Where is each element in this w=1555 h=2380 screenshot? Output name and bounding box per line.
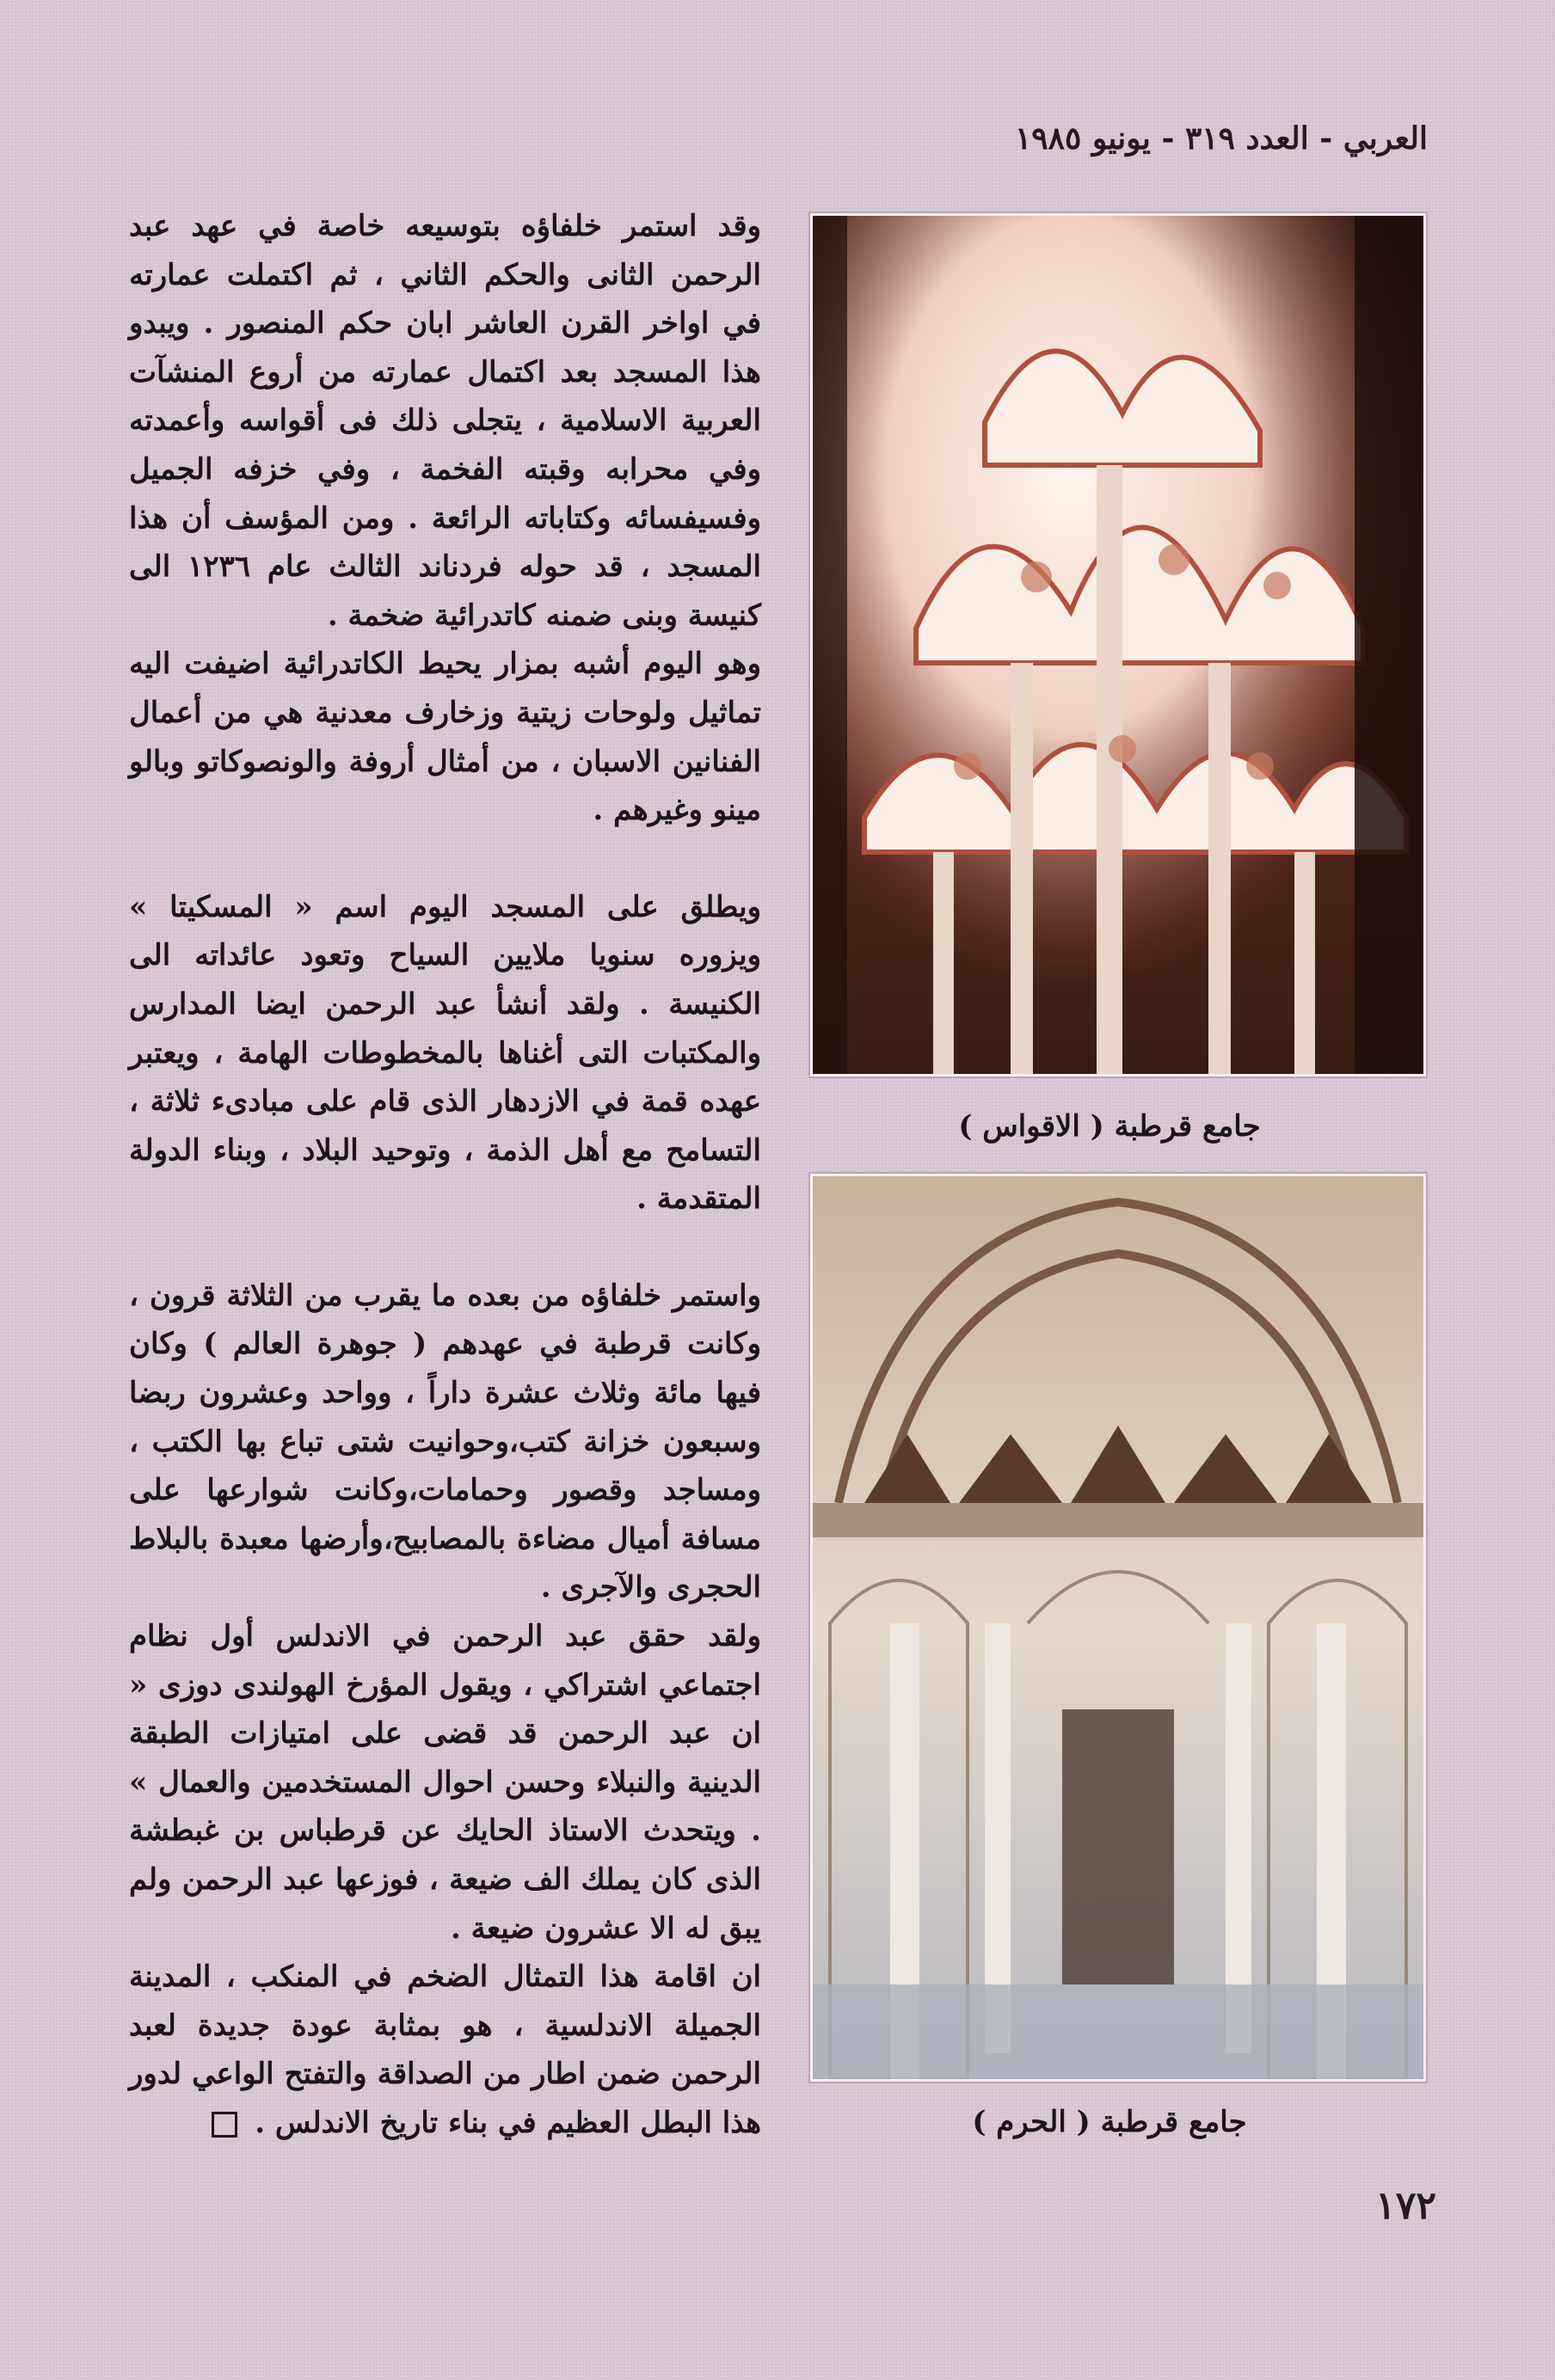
photo-caption: جامع قرطبة ( الاقواس ): [958, 1109, 1261, 1144]
photo-prayer-hall: [810, 1174, 1426, 2082]
end-square-icon: [212, 2112, 237, 2138]
article-paragraph: ولقد حقق عبد الرحمن في الاندلس أول نظام اجتماعي اشتراكي ، ويقول المؤرخ الهولندى دوزى « ان عبد الرحمن قد قضى على امتيازات الطبقة الدينية والنبلاء وحسن احوال المستخدمين والعمال » . ويتحدث الاستاذ الحايك عن قرطباس بن غبطشة الذى كان يملك الف ضيعة ، فوزعها عبد الرحمن ولم يبق له الا عشرون ضيعة .: [129, 1619, 761, 1946]
article-paragraph: ويطلق على المسجد اليوم اسم « المسكيتا » ويزوره سنويا ملايين السياح وتعود عائداته الى الكنيسة . ولقد أنشأ عبد الرحمن ايضا المدارس والمكتبات التى أغناها بالمخطوطات الهامة ، ويعتبر عهده قمة في الازدهار الذى قام على مبادىء ثلاثة ، التسامح مع أهل الذمة ، وتوحيد البلاد ، وبناء الدولة المتقدمة .: [129, 889, 761, 1217]
article-text-column: [129, 202, 761, 2148]
article-paragraph: وهو اليوم أشبه بمزار يحيط الكاتدرائية اضيفت اليه تماثيل ولوحات زيتية وزخارف معدنية هي من أعمال الفنانين الاسبان ، من أمثال أروفة والونصوكاتو وبالو مينو وغيرهم .: [129, 647, 761, 828]
photo-caption: جامع قرطبة ( الحرم ): [972, 2105, 1247, 2139]
article-paragraph-last: [129, 1953, 761, 2147]
article-paragraph: وقد استمر خلفاؤه بتوسيعه خاصة في عهد عبد الرحمن الثانى والحكم الثاني ، ثم اكتملت عمارته في اواخر القرن العاشر ابان حكم المنصور . ويبدو هذا المسجد بعد اكتمال عمارته من أروع المنشآت العربية الاسلامية ، يتجلى ذلك فى أقواسه وأعمدته وفي محرابه وقبته الفخمة ، وفي خزفه الجميل وفسيفسائه وكتاباته الرائعة . ومن المؤسف أن هذا المسجد ، قد حوله فردناند الثالث عام ١٢٣٦ الى كنيسة وبنى ضمنه كاتدرائية ضخمة .: [129, 209, 761, 633]
page-number: ١٧٢: [1375, 2184, 1436, 2228]
prayer-hall-photo-illustration: [813, 1176, 1423, 2079]
article-paragraph: واستمر خلفاؤه من بعده ما يقرب من الثلاثة قرون ، وكانت قرطبة في عهدهم ( جوهرة العالم ) وكان فيها مائة وثلاث عشرة داراً ، وواحد وعشرون ربضا وسبعون خزانة كتب،وحوانيت شتى تباع بها الكتب ، ومساجد وقصور وحمامات،وكانت شوارعها على مسافة أميال مضاءة بالمصابيح،وأرضها معبدة بالبلاط الحجرى والآجرى .: [129, 1278, 761, 1605]
arches-photo-illustration: [813, 216, 1423, 1074]
running-header: العربي - العدد ٣١٩ - يونيو ١٩٨٥: [1014, 120, 1428, 156]
photo-mosque-arches: [810, 213, 1426, 1077]
last-paragraph-text: ان اقامة هذا التمثال الضخم في المنكب ، المدينة الجميلة الاندلسية ، هو بمثابة عودة جديدة لعبد الرحمن ضمن اطار من الصداقة والتفتح الواعي لدور هذا البطل العظيم في بناء تاريخ الاندلس .: [129, 1960, 761, 2140]
